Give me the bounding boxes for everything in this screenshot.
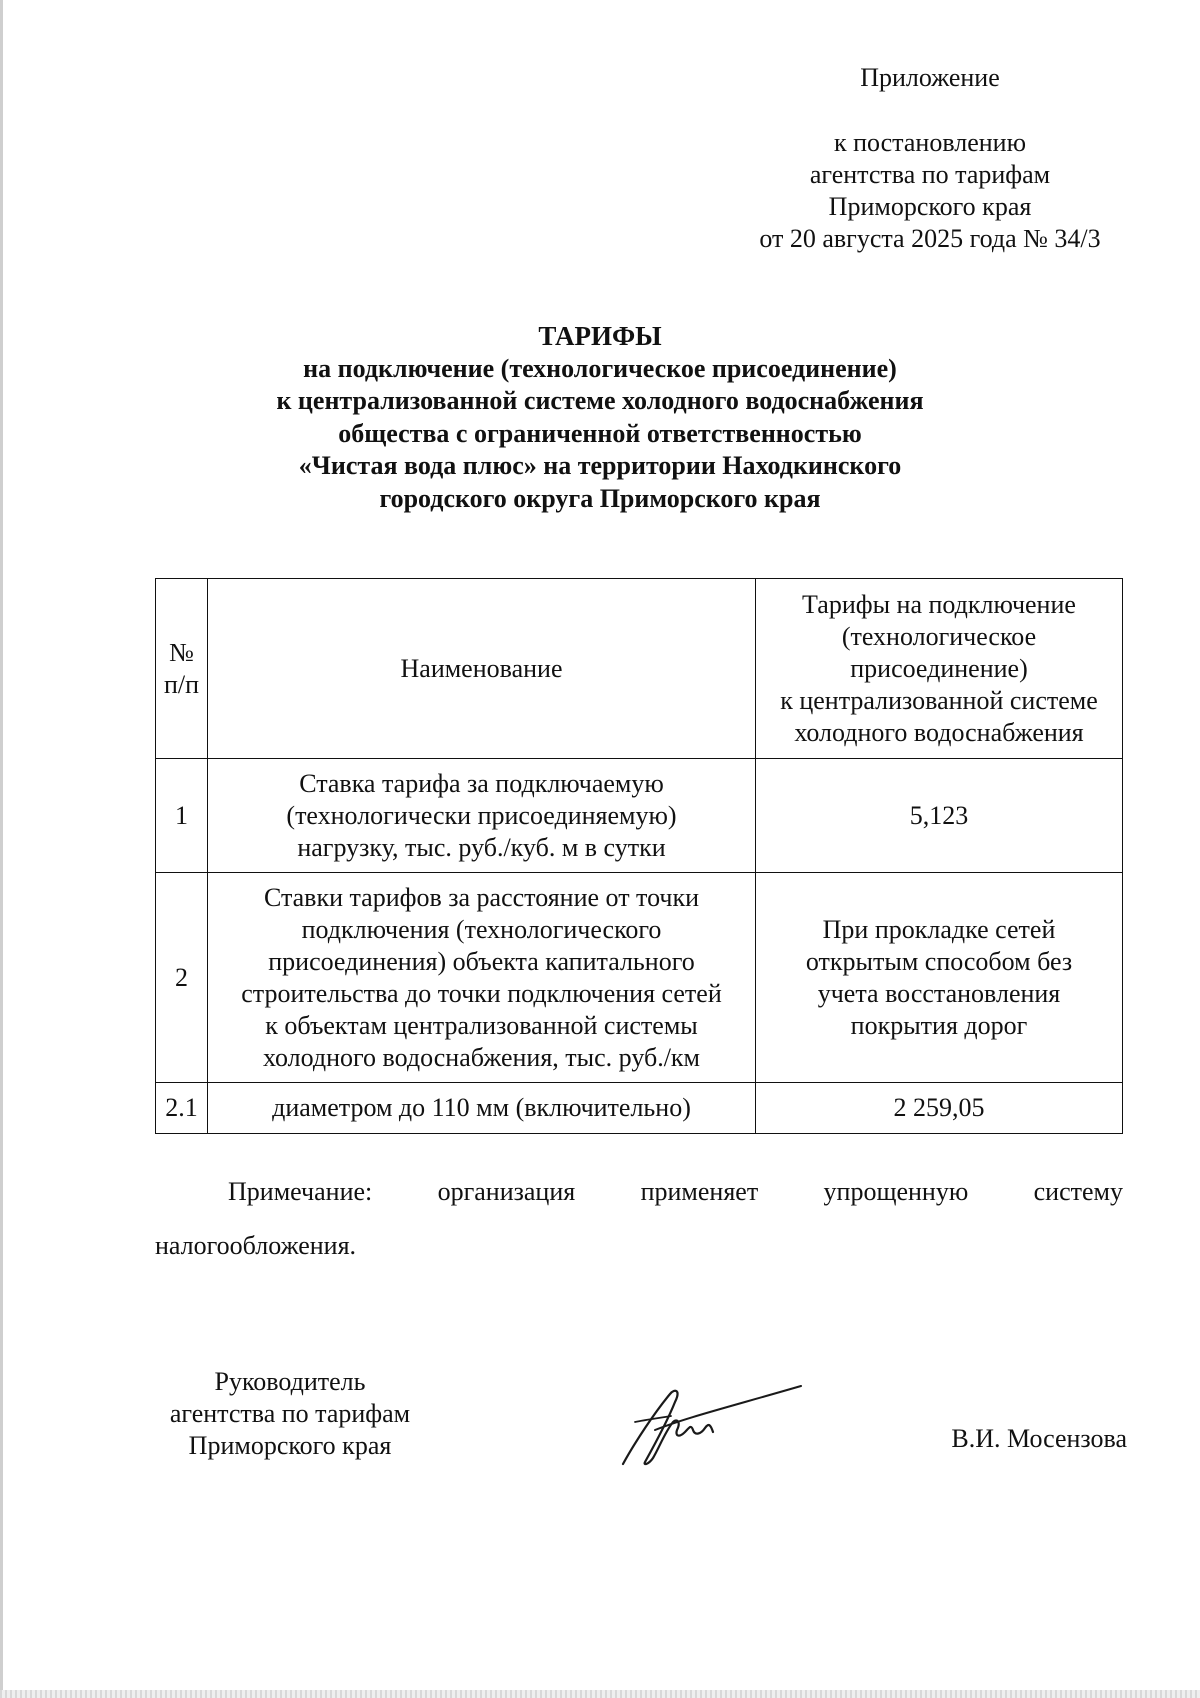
heading-line: городского округа Приморского края [379,483,821,513]
handwritten-signature [615,1382,805,1472]
signatory-name: В.И. Мосензова [951,1424,1127,1453]
table-row [156,759,1123,873]
table-row [156,873,1123,1083]
row-name-line: Ставка тарифа за подключаемую [299,768,664,798]
header-tariff [756,579,1123,759]
row-number: 2.1 [156,1083,208,1134]
header-number-line: № [169,637,194,667]
document-heading [180,320,1020,515]
row-name-line: строительства до точки подключения сетей [241,978,722,1008]
row-value-line: открытым способом без [805,946,1073,976]
row-value: 5,123 [756,759,1123,873]
appendix-line: Приморского края [828,192,1032,221]
table-row [156,1083,1123,1134]
row-value: 2 259,05 [756,1083,1123,1134]
row-name-line: (технологически присоединяемую) [286,800,677,830]
note-first-line [155,1165,1123,1219]
note-tail: налогообложения. [155,1231,357,1260]
heading-line: общества с ограниченной ответственностью [338,418,862,448]
note-word: Примечание: [228,1177,373,1206]
tariffs-table [155,578,1123,1134]
note-paragraph [155,1165,1123,1273]
row-value-line: При прокладке сетей [822,914,1056,944]
note-word: упрощенную [823,1177,969,1206]
row-name-line: Ставки тарифов за расстояние от точки [263,882,700,912]
row-name-line: холодного водоснабжения, тыс. руб./км [262,1042,701,1072]
header-number [156,579,208,759]
row-name [208,873,756,1083]
signatory-role-line: Приморского края [188,1431,392,1460]
row-value-line: покрытия дорог [850,1010,1028,1040]
header-tariff-line: холодного водоснабжения [794,717,1084,747]
appendix-title: Приложение [860,63,1000,92]
row-value [756,873,1123,1083]
header-tariff-line: (технологическое [841,621,1037,651]
heading-line: на подключение (технологическое присоединение) [303,353,897,383]
header-tariff-line: Тарифы на подключение [802,589,1076,619]
note-word: систему [1033,1177,1123,1206]
row-name: диаметром до 110 мм (включительно) [208,1083,756,1134]
table-header-row [156,579,1123,759]
row-name-line: к объектам централизованной системы [265,1010,698,1040]
row-number: 2 [156,873,208,1083]
header-tariff-line: к централизованной системе [780,685,1098,715]
row-name-line: нагрузку, тыс. руб./куб. м в сутки [297,832,666,862]
header-number-line: п/п [163,669,200,699]
note-word: организация [437,1177,576,1206]
heading-line: к централизованной системе холодного водоснабжения [276,386,924,415]
signatory-role-line: Руководитель [214,1367,366,1396]
row-name-line: подключения (технологического [301,914,662,944]
scan-edge-left [0,0,3,1698]
signatory-role [140,1366,440,1462]
signatory-role-line: агентства по тарифам [169,1399,411,1428]
row-value-line: учета восстановления [817,978,1061,1008]
row-name [208,759,756,873]
row-number: 1 [156,759,208,873]
note-word: применяет [640,1177,759,1206]
appendix-reference [740,127,1120,255]
appendix-line: агентства по тарифам [809,160,1051,189]
heading-main: ТАРИФЫ [538,321,662,351]
header-name: Наименование [208,579,756,759]
header-tariff-line: присоединение) [850,653,1028,683]
row-name-line: присоединения) объекта капитального [268,946,695,976]
heading-line: «Чистая вода плюс» на территории Находкинского [298,451,902,480]
appendix-line: к постановлению [833,128,1027,157]
appendix-date-number: от 20 августа 2025 года № 34/3 [759,224,1101,253]
scan-edge-bottom [0,1690,1200,1698]
